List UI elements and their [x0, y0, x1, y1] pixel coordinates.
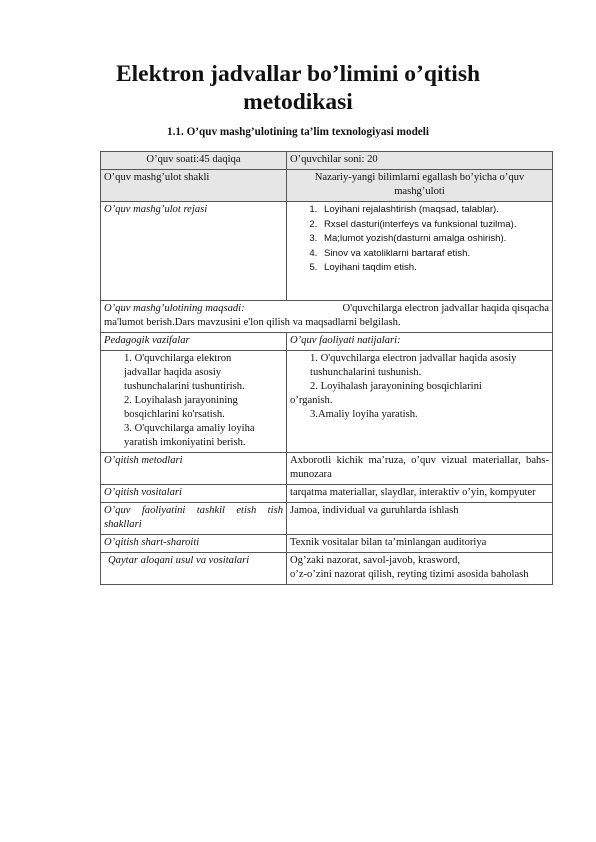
table-row	[101, 333, 553, 351]
table-row	[101, 453, 553, 485]
text-line: tushunchalarini tushuntirish.	[124, 381, 245, 392]
pedagogical-task-1	[104, 352, 283, 394]
learning-outcome-3: 3.Amaliy loyiha yaratish.	[310, 409, 418, 420]
list-item: 1. Loyihani rejalashtirish (maqsad, talablar).	[320, 203, 549, 218]
teaching-methods-label: O’qitish metodlari	[101, 453, 287, 485]
lesson-goal-text-start: O'quvchilarga electron jadvallar haqida qisqacha	[342, 303, 549, 314]
feedback-methods-line1: Og’zaki nazorat, savol-javob, krasword,	[290, 555, 461, 566]
table-row	[101, 202, 553, 301]
lesson-plan-list	[290, 203, 549, 276]
text-line: 2. Loyihalash jarayonining	[124, 395, 238, 406]
lesson-hours-cell: O’quv soati:45 daqiqa	[101, 152, 287, 170]
section-subtitle: 1.1. O’quv mashg’ulotining ta’lim texnologiyasi modeli	[167, 126, 429, 138]
lesson-form-value-line2: mashg’uloti	[394, 186, 445, 197]
table-row	[101, 351, 553, 453]
list-item: 4. Sinov va xatoliklarni bartaraf etish.	[320, 247, 549, 262]
teaching-tools-label: O’qitish vositalari	[101, 485, 287, 503]
list-item: 3. Ma;lumot yozish(dasturni amalga oshirish).	[320, 232, 549, 247]
title-line-2: metodikasi	[243, 89, 353, 115]
learning-outcomes-cell	[287, 351, 553, 453]
lesson-goal-label: O’quv mashg’ulotining maqsadi:	[104, 303, 245, 314]
lesson-model-table	[100, 151, 553, 585]
table-row	[101, 301, 553, 333]
lesson-plan-label: O’quv mashg’ulot rejasi	[101, 202, 287, 301]
student-count-cell: O’quvchilar soni: 20	[287, 152, 553, 170]
table-row	[101, 503, 553, 535]
learning-outcomes-label: O’quv faoliyati natijalari:	[287, 333, 553, 351]
lesson-form-value-line1: Nazariy-yangi bilimlarni egallash bo’yicha o’quv	[314, 172, 525, 183]
activity-forms-value: Jamoa, individual va guruhlarda ishlash	[287, 503, 553, 535]
list-item: 2. Rxsel dasturi(interfeys va funksional tuzilma).	[320, 218, 549, 233]
text-line: yaratish imkoniyatini berish.	[124, 437, 246, 448]
teaching-conditions-value: Texnik vositalar bilan ta’minlangan auditoriya	[287, 535, 553, 553]
learning-outcome-2-line2: o’rganish.	[290, 395, 333, 406]
lesson-form-value	[287, 170, 553, 202]
learning-outcome-2-line1: 2. Loyihalash jarayonining bosqichlarini	[310, 381, 482, 392]
lesson-plan-cell	[287, 202, 553, 301]
feedback-methods-value	[287, 553, 553, 585]
lesson-form-label: O’quv mashg’ulot shakli	[101, 170, 287, 202]
teaching-conditions-label: O’qitish shart-sharoiti	[101, 535, 287, 553]
text-line: 3. O'quvchilarga amaliy loyiha	[124, 423, 255, 434]
table-row	[101, 535, 553, 553]
text-line: 1. O'quvchilarga electron jadvallar haqida asosiy	[310, 353, 517, 364]
feedback-methods-line2: o’z-o’zini nazorat qilish, reyting tizimi asosida baholash	[290, 569, 529, 580]
feedback-methods-label: Qaytar aloqani usul va vositalari	[101, 553, 287, 585]
pedagogical-tasks-label: Pedagogik vazifalar	[101, 333, 287, 351]
table-row	[101, 485, 553, 503]
document-title	[60, 60, 536, 116]
learning-outcome-1	[290, 352, 549, 380]
text-line: bosqichlarini ko'rsatish.	[124, 409, 225, 420]
text-line: jadvallar haqida asosiy	[124, 367, 222, 378]
lesson-goal-cell	[101, 301, 553, 333]
teaching-methods-value: Axborotli kichik ma’ruza, o’quv vizual materiallar, bahs-munozara	[287, 453, 553, 485]
pedagogical-task-2	[104, 394, 283, 422]
table-row	[101, 152, 553, 170]
list-item: 5. Loyihani taqdim etish.	[320, 261, 549, 276]
lesson-goal-line2: ma'lumot berish.Dars mavzusini e'lon qilish va maqsadlarni belgilash.	[104, 317, 401, 328]
pedagogical-tasks-cell	[101, 351, 287, 453]
activity-forms-label: O’quv faoliyatini tashkil etish tish shakllari	[101, 503, 287, 535]
title-line-1: Elektron jadvallar bo’limini o’qitish	[115, 61, 481, 87]
text-line: tushunchalarini tushunish.	[310, 367, 422, 378]
text-line: 1. O'quvchilarga elektron	[124, 353, 232, 364]
teaching-tools-value: tarqatma materiallar, slaydlar, interaktiv o’yin, kompyuter	[287, 485, 553, 503]
pedagogical-task-3	[104, 422, 283, 450]
lesson-goal-line1	[104, 302, 549, 316]
table-row	[101, 553, 553, 585]
table-row	[101, 170, 553, 202]
